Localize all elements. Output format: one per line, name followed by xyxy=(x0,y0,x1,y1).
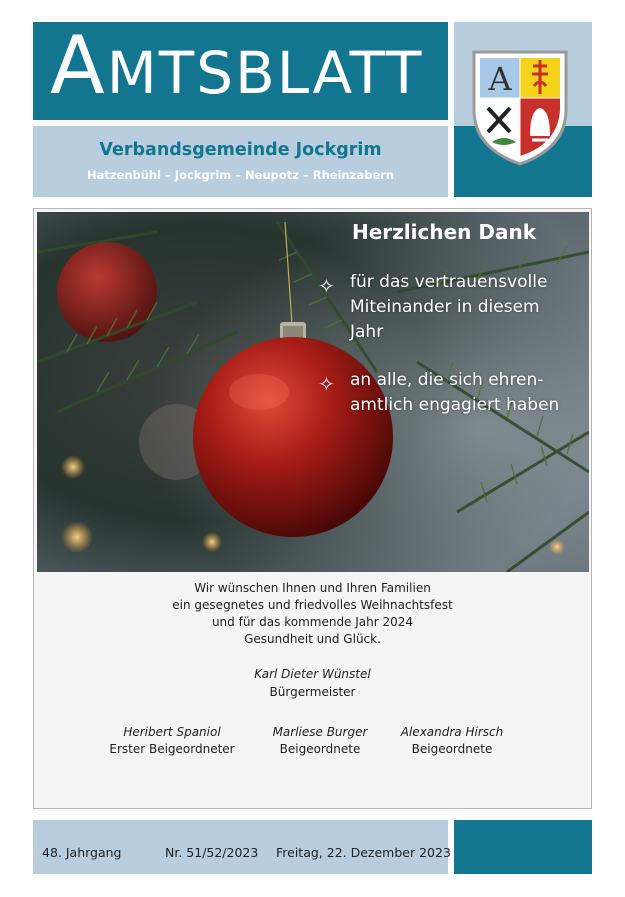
deputy-name: Marliese Burger xyxy=(272,725,368,739)
thanks-bullet-line: an alle, die sich ehren- xyxy=(350,370,544,390)
masthead-title xyxy=(50,19,424,112)
issue-date: Freitag, 22. Dezember 2023 xyxy=(276,845,451,860)
greeting-line: Gesundheit und Glück. xyxy=(244,632,381,646)
organization-name: Verbandsgemeinde Jockgrim xyxy=(99,140,382,160)
greeting-line: ein gesegnetes und friedvolles Weihnachtsfest xyxy=(172,598,453,612)
municipalities-list: Hatzenbühl – Jockgrim – Neupotz – Rheinzabern xyxy=(86,168,395,182)
volume-label: 48. Jahrgang xyxy=(42,845,122,860)
bullet-star-icon: ✧ xyxy=(318,372,335,396)
thanks-bullet-line: für das vertrauensvolle xyxy=(350,272,548,292)
greeting-line: und für das kommende Jahr 2024 xyxy=(211,615,414,629)
svg-text:A: A xyxy=(488,60,512,98)
deputy-name: Alexandra Hirsch xyxy=(400,725,504,739)
mayor-role: Bürgermeister xyxy=(269,685,356,699)
masthead-title-initial: A xyxy=(50,19,107,112)
christmas-ornament-photo xyxy=(37,212,589,572)
footer-accent-block xyxy=(454,820,592,874)
mayor-name: Karl Dieter Wünstel xyxy=(254,667,371,681)
subtitle-band xyxy=(33,126,448,197)
thanks-bullet-line: Jahr xyxy=(350,322,384,342)
deputy-role: Erster Beigeordneter xyxy=(109,742,235,756)
coat-of-arms-icon xyxy=(470,48,570,168)
deputy-name: Heribert Spaniol xyxy=(123,725,221,739)
deputy-role: Beigeordnete xyxy=(411,742,493,756)
greeting-line: Wir wünschen Ihnen und Ihren Familien xyxy=(194,581,431,595)
thanks-heading: Herzlichen Dank xyxy=(352,220,537,244)
bullet-star-icon: ✧ xyxy=(318,274,335,298)
thanks-bullet-line: amtlich engagiert haben xyxy=(350,395,560,415)
thanks-bullet-line: Miteinander in diesem xyxy=(350,297,540,317)
deputy-role: Beigeordnete xyxy=(279,742,361,756)
masthead-title-rest: MTSBLATT xyxy=(106,39,424,107)
issue-number: Nr. 51/52/2023 xyxy=(165,845,259,860)
